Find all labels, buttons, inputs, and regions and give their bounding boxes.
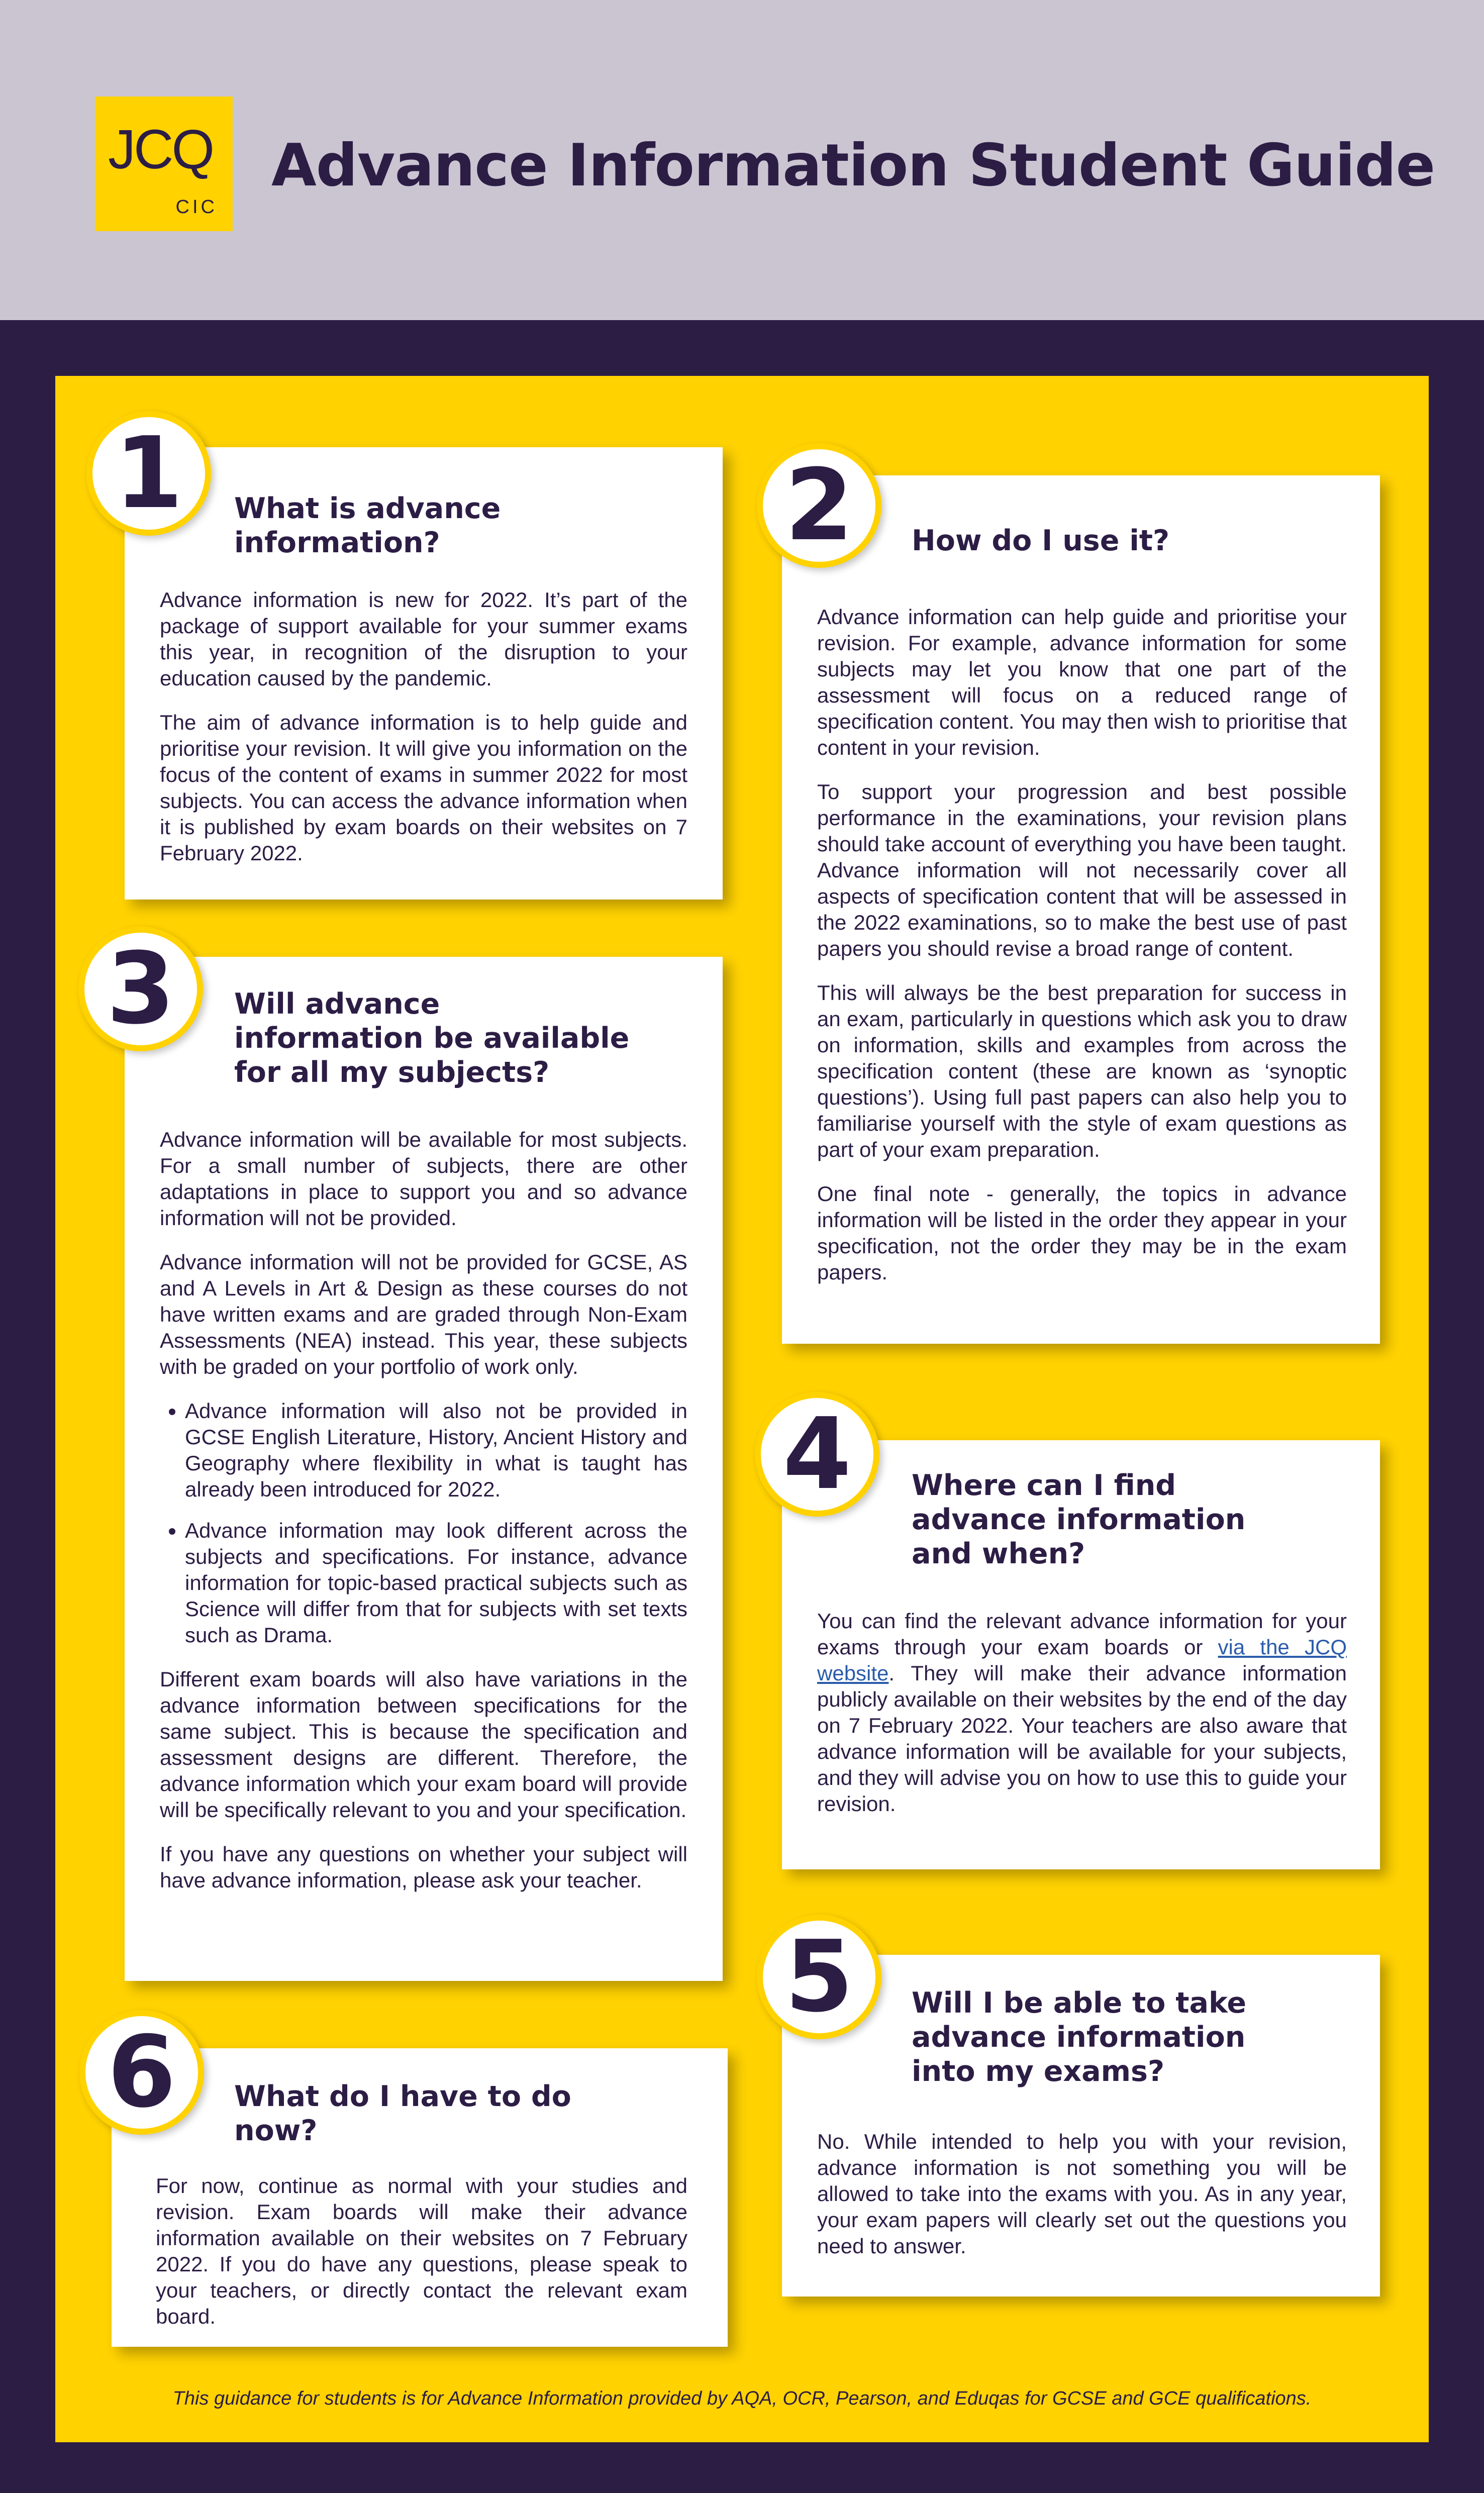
jcq-website-link[interactable]: via the JCQ website [817, 1635, 1347, 1685]
section-4-para-1 [817, 1608, 1347, 1817]
section-2-para-3: This will always be the best preparation for success in an exam, particularly in questions which ask you to draw on information, skills and examples from across the specification content (these are known as ‘synoptic questions’). Using full past papers can also help you to familiarise yourself with the style of exam questions as part of your exam preparation. [817, 981, 1347, 1161]
section-number-badge-5: 5 [757, 1915, 881, 2039]
section-card-6 [112, 2048, 728, 2347]
jcq-logo [95, 96, 233, 231]
section-heading-5: Will I be able to take advance information into my exams? [912, 1986, 1246, 2088]
header-band [0, 0, 1484, 320]
section-body-3 [160, 1127, 687, 1912]
section-2-para-2: To support your progression and best possible performance in the examinations, your revision plans should take account of everything you have been taught. Advance information will not necessarily cover all aspects of specification content that will be assessed in the 2022 examinations, so to make the best use of past papers you should revise a broad range of content. [817, 780, 1347, 960]
section-card-4 [782, 1440, 1380, 1869]
logo-text: JCQ [108, 119, 213, 180]
section-4-text-before: You can find the relevant advance information for your exams through your exam boards or [817, 1609, 1347, 1659]
section-1-para-1: Advance information is new for 2022. It’s part of the package of support available for your summer exams this year, in recognition of the disruption to your education caused by the pandemic. [160, 588, 687, 690]
section-3-bullet-1: • Advance information will also not be provided in GCSE English Literature, History, Ancient History and Geography where flexibility in what is taught has already been introduced for 2022. [185, 1398, 687, 1503]
section-3-para-4: If you have any questions on whether your subject will have advance information, please ask your teacher. [160, 1842, 687, 1892]
section-2-para-1: Advance information can help guide and prioritise your revision. For example, advance information for some subjects may let you know that one part of the assessment will focus on a reduced range of specification content. You may then wish to prioritise that content in your revision. [817, 605, 1347, 759]
section-heading-6: What do I have to do now? [234, 2080, 571, 2147]
section-number-badge-1: 1 [86, 411, 211, 536]
section-3-bullet-list [160, 1398, 687, 1648]
section-card-1 [125, 447, 723, 900]
section-body-5 [817, 2129, 1347, 2277]
page-title: Advance Information Student Guide [271, 132, 1435, 200]
logo-subtext: CIC [175, 196, 218, 218]
section-heading-3: Will advance information be available for all my subjects? [234, 987, 630, 1089]
footer-note: This guidance for students is for Advance Information provided by AQA, OCR, Pearson, and Eduqas for GCSE and GCE qualifications. [172, 2388, 1312, 2409]
section-heading-2: How do I use it? [912, 524, 1170, 557]
section-3-para-1: Advance information will be available for most subjects. For a small number of subjects, there are other adaptations in place to support you and so advance information will not be provided. [160, 1128, 687, 1230]
section-number-badge-6: 6 [79, 2010, 204, 2135]
section-2-para-4: One final note - generally, the topics in advance information will be listed in the order they appear in your specification, not the order they may be in the exam papers. [817, 1182, 1347, 1284]
section-3-para-2: Advance information will not be provided for GCSE, AS and A Levels in Art & Design as these courses do not have written exams and are graded through Non-Exam Assessments (NEA) instead. This year, these subjects with be graded on your portfolio of work only. [160, 1250, 687, 1378]
section-6-para-1: For now, continue as normal with your studies and revision. Exam boards will make their advance information available on their websites on 7 February 2022. If you do have any questions, please speak to your teachers, or directly contact the relevant exam board. [156, 2174, 687, 2328]
section-body-2 [817, 604, 1347, 1304]
section-number-badge-3: 3 [78, 927, 203, 1051]
section-3-para-3: Different exam boards will also have variations in the advance information between specifications for the same subject. This is because the specification and assessment designs are different. Therefore, the advance information which your exam board will provide will be specifically relevant to you and your specification. [160, 1667, 687, 1822]
section-heading-1: What is advance information? [234, 492, 501, 559]
section-number-badge-4: 4 [755, 1392, 879, 1517]
section-heading-4: Where can I find advance information and when? [912, 1469, 1246, 1570]
section-4-text-after: . They will make their advance information publicly available on their websites by the end of the day on 7 February 2022. Your teachers are also aware that advance information will be available for your subjects, and they will advise you on how to use this to guide your revision. [817, 1661, 1347, 1816]
section-body-4 [817, 1608, 1347, 1835]
section-5-para-1: No. While intended to help you with your revision, advance information is not something you will be allowed to take into the exams with you. As in any year, your exam papers will clearly set out the questions you need to answer. [817, 2130, 1347, 2258]
section-body-6 [156, 2173, 687, 2348]
section-1-para-2: The aim of advance information is to help guide and prioritise your revision. It will give you information on the focus of the content of exams in summer 2022 for most subjects. You can access the advance information when it is published by exam boards on their websites on 7 February 2022. [160, 711, 687, 865]
section-card-2 [782, 475, 1380, 1344]
section-card-3 [125, 957, 723, 1981]
section-3-bullet-2: • Advance information may look different across the subjects and specifications. For instance, advance information for topic-based practical subjects such as Science will differ from that for subjects with set texts such as Drama. [185, 1518, 687, 1648]
section-number-badge-2: 2 [757, 443, 881, 568]
section-body-1 [160, 587, 687, 884]
